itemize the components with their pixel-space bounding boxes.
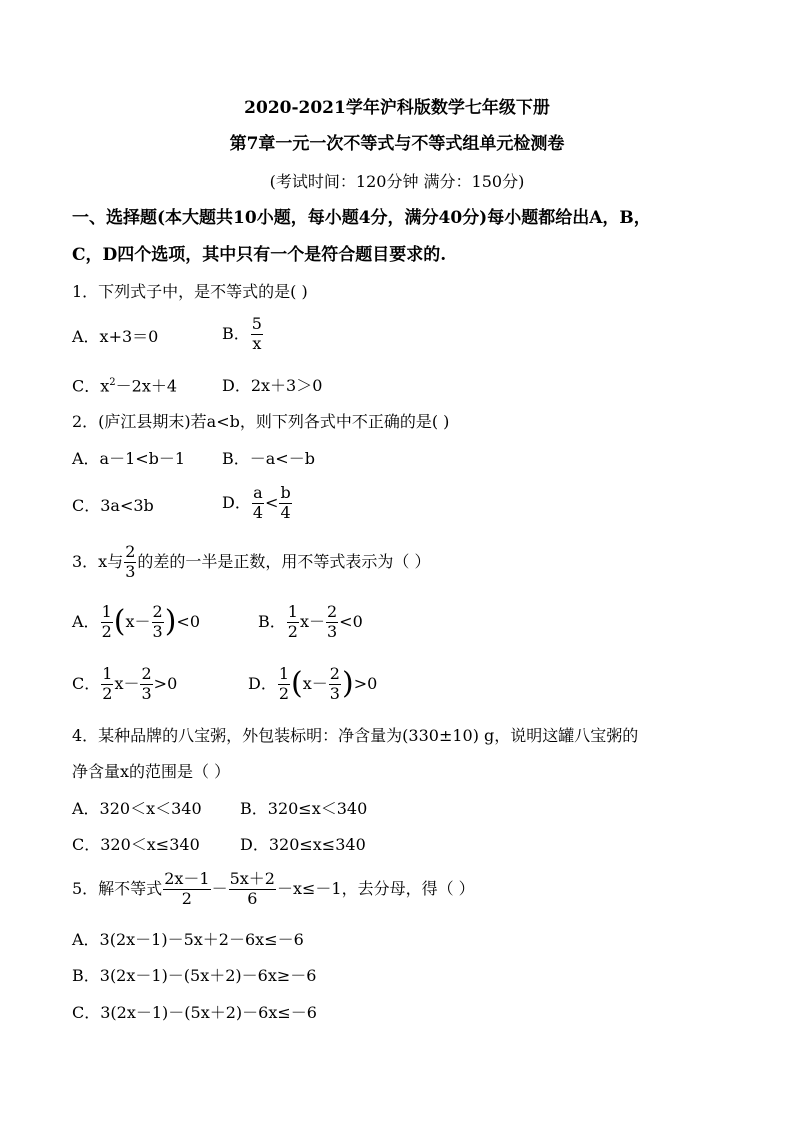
fraction-denominator: 2 bbox=[287, 621, 298, 641]
q3-option-b-label: B． bbox=[258, 612, 286, 632]
fraction-half bbox=[101, 666, 113, 703]
minus-sign: － bbox=[211, 879, 228, 899]
fraction-numerator: 5 bbox=[251, 314, 262, 333]
fraction-two-thirds bbox=[326, 604, 338, 641]
fraction-denominator: 4 bbox=[280, 502, 291, 522]
left-paren: ( bbox=[291, 666, 303, 702]
q3-option-c bbox=[72, 666, 177, 703]
q5-option-b: B．3(2x－1)－(5x＋2)－6x≥－6 bbox=[72, 966, 317, 985]
q3-option-a-label: A． bbox=[72, 612, 100, 632]
fraction-denominator: 2 bbox=[181, 888, 192, 908]
q2-option-d-label: D． bbox=[222, 493, 251, 513]
q1-option-c-base: C．x bbox=[72, 376, 110, 396]
section-heading-line1: 一、选择题(本大题共10小题，每小题4分，满分40分)每小题都给出A，B， bbox=[72, 208, 651, 228]
fraction-denominator: 4 bbox=[252, 502, 264, 522]
fraction-half bbox=[101, 604, 113, 641]
x-minus: x－ bbox=[299, 612, 325, 632]
q5-option-a: A．3(2x－1)－5x＋2－6x≤－6 bbox=[72, 930, 304, 949]
q1-option-c-exponent: 2 bbox=[109, 377, 116, 388]
q5-fraction-1 bbox=[163, 871, 210, 908]
fraction-half bbox=[287, 604, 299, 641]
q3-stem bbox=[72, 544, 431, 581]
q4-stem-line1: 4．某种品牌的八宝粥，外包装标明：净含量为(330±10) g，说明这罐八宝粥的 bbox=[72, 726, 639, 745]
q1-option-d: D．2x＋3＞0 bbox=[222, 376, 323, 395]
fraction-two-thirds bbox=[329, 666, 341, 703]
q3-option-a bbox=[72, 604, 200, 641]
left-paren: ( bbox=[113, 604, 126, 640]
fraction-numerator: a bbox=[253, 483, 263, 502]
exam-meta: (考试时间：120分钟 满分：150分) bbox=[269, 172, 525, 191]
fraction-denominator: x bbox=[252, 333, 262, 353]
less-than-sign: < bbox=[265, 493, 279, 513]
q5-stem-post: －x≤－1，去分母，得（ ） bbox=[276, 879, 475, 899]
q4-option-d: D．320≤x≤340 bbox=[240, 835, 366, 854]
exam-title: 2020-2021学年沪科版数学七年级下册 bbox=[244, 98, 550, 118]
right-paren: ) bbox=[341, 666, 354, 702]
q3-option-d bbox=[248, 666, 377, 703]
fraction-denominator: 6 bbox=[247, 888, 258, 908]
q1-option-b-label: B． bbox=[222, 324, 250, 344]
x-minus: x－ bbox=[302, 674, 328, 694]
inequality-tail: >0 bbox=[153, 674, 178, 694]
q2-option-d bbox=[222, 485, 293, 522]
fraction-numerator: 2 bbox=[152, 602, 163, 621]
q2-option-d-fraction-a bbox=[252, 485, 264, 522]
q2-option-d-fraction-b bbox=[279, 485, 291, 522]
q1-option-b-fraction bbox=[251, 316, 263, 353]
inequality-tail: <0 bbox=[339, 612, 363, 632]
q3-option-c-label: C． bbox=[72, 674, 101, 694]
q5-option-c: C．3(2x－1)－(5x＋2)－6x≤－6 bbox=[72, 1003, 317, 1022]
fraction-denominator: 3 bbox=[125, 561, 136, 581]
fraction-two-thirds bbox=[152, 604, 164, 641]
q4-option-b: B．320≤x＜340 bbox=[240, 799, 368, 818]
q1-stem: 1．下列式子中，是不等式的是( ) bbox=[72, 282, 308, 301]
fraction-numerator: 1 bbox=[101, 602, 112, 621]
fraction-numerator: 2 bbox=[141, 664, 152, 683]
fraction-denominator: 3 bbox=[152, 621, 163, 641]
q3-stem-pre: 3．x与 bbox=[72, 552, 124, 572]
fraction-denominator: 3 bbox=[329, 683, 340, 703]
q4-option-c: C．320＜x≤340 bbox=[72, 835, 200, 854]
fraction-denominator: 3 bbox=[141, 683, 152, 703]
fraction-two-thirds bbox=[140, 666, 152, 703]
q3-stem-post: 的差的一半是正数，用不等式表示为（ ） bbox=[137, 552, 431, 572]
q5-stem bbox=[72, 871, 475, 908]
q2-option-a: A．a－1<b－1 bbox=[72, 449, 186, 468]
right-paren: ) bbox=[164, 604, 177, 640]
x-minus: x－ bbox=[114, 674, 140, 694]
q5-fraction-2 bbox=[229, 871, 276, 908]
q3-stem-fraction bbox=[124, 544, 136, 581]
q4-option-a: A．320＜x＜340 bbox=[72, 799, 202, 818]
q5-stem-pre: 5．解不等式 bbox=[72, 879, 163, 899]
fraction-numerator: 1 bbox=[287, 602, 298, 621]
fraction-denominator: 2 bbox=[101, 621, 112, 641]
q2-option-c: C．3a<3b bbox=[72, 496, 154, 515]
fraction-numerator: 1 bbox=[278, 664, 290, 683]
fraction-denominator: 2 bbox=[278, 683, 290, 703]
fraction-denominator: 2 bbox=[102, 683, 113, 703]
inequality-tail: <0 bbox=[176, 612, 200, 632]
x-minus: x－ bbox=[125, 612, 151, 632]
q3-option-d-label: D． bbox=[248, 674, 277, 694]
q2-option-b: B．－a<－b bbox=[222, 449, 315, 468]
q4-stem-line2: 净含量x的范围是（ ） bbox=[72, 762, 231, 781]
fraction-numerator: 2x－1 bbox=[164, 869, 210, 888]
fraction-numerator: 2 bbox=[125, 542, 136, 561]
fraction-numerator: 2 bbox=[326, 602, 338, 621]
q1-option-c-rest: －2x＋4 bbox=[115, 376, 178, 396]
fraction-numerator: b bbox=[280, 483, 291, 502]
q2-stem: 2．(庐江县期末)若a<b，则下列各式中不正确的是( ) bbox=[72, 412, 450, 431]
q3-option-b bbox=[258, 604, 363, 641]
q1-option-a: A．x+3＝0 bbox=[72, 327, 159, 346]
fraction-half bbox=[278, 666, 290, 703]
fraction-numerator: 5x＋2 bbox=[229, 869, 275, 888]
fraction-numerator: 2 bbox=[329, 664, 340, 683]
section-heading-line2: C，D四个选项，其中只有一个是符合题目要求的. bbox=[72, 245, 447, 265]
q1-option-c bbox=[72, 378, 177, 394]
chapter-title: 第7章一元一次不等式与不等式组单元检测卷 bbox=[229, 134, 565, 154]
q1-option-b bbox=[222, 316, 264, 353]
fraction-denominator: 3 bbox=[326, 621, 338, 641]
fraction-numerator: 1 bbox=[102, 664, 113, 683]
inequality-tail: >0 bbox=[353, 674, 378, 694]
